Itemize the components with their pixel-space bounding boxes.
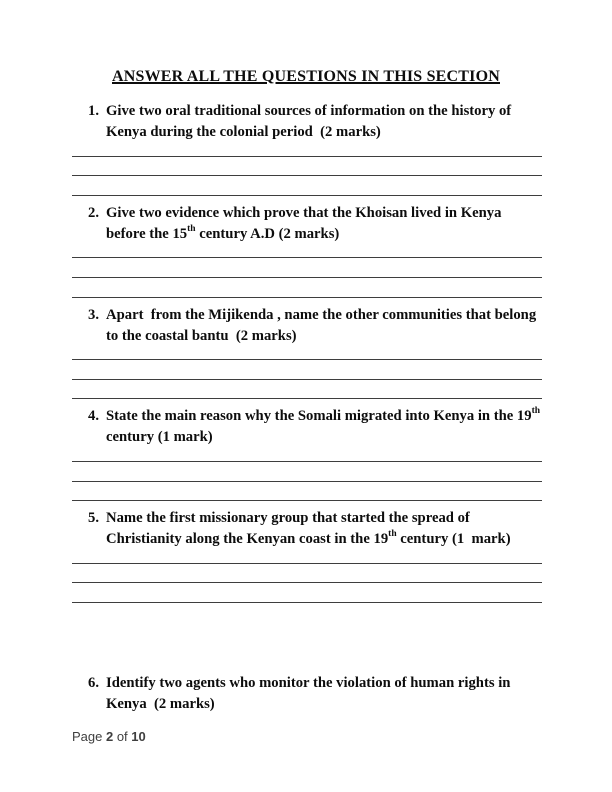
- answer-line: [72, 278, 542, 298]
- answer-line: [72, 564, 542, 584]
- answer-line: [72, 176, 542, 196]
- answer-line: [72, 245, 542, 259]
- question-item: [72, 673, 542, 715]
- question-row: [72, 406, 542, 448]
- question-item: [72, 203, 542, 298]
- question-text-segment: century (1 mark): [396, 531, 511, 548]
- superscript-ordinal: th: [187, 223, 196, 234]
- question-number: 2.: [88, 204, 99, 221]
- question-text: [106, 406, 542, 448]
- answer-line: [72, 143, 542, 157]
- question-number: 3.: [88, 306, 99, 323]
- answer-lines-group: [72, 143, 542, 196]
- footer-total-pages: 10: [131, 729, 146, 744]
- question-row: [72, 508, 542, 550]
- question-text-segment: Give two evidence which prove that the Khoisan lived in Kenya before the 15: [106, 204, 506, 242]
- question-text: [106, 305, 542, 347]
- section-title: ANSWER ALL THE QUESTIONS IN THIS SECTION: [112, 68, 500, 85]
- footer-separator: of: [113, 729, 132, 744]
- question-list: [72, 101, 542, 715]
- question-text-segment: State the main reason why the Somali migrated into Kenya in the 19: [106, 408, 532, 425]
- question-number: 6.: [88, 674, 99, 691]
- answer-lines-group: [72, 448, 542, 501]
- answer-line: [72, 258, 542, 278]
- footer-page-number: 2: [105, 729, 114, 744]
- footer-page-prefix: Page: [72, 729, 106, 744]
- question-text-segment: Apart from the Mijikenda , name the other communities that belong to the coastal bantu (2 marks): [106, 306, 540, 344]
- question-text: [106, 673, 542, 715]
- answer-line: [72, 380, 542, 400]
- answer-line: [72, 550, 542, 564]
- answer-line: [72, 448, 542, 462]
- question-text-segment: Name the first missionary group that started the spread of Christianity along the Kenyan coast in the 19: [106, 510, 474, 548]
- question-text-segment: Give two oral traditional sources of information on the history of Kenya during the colonial period (2 marks): [106, 103, 515, 140]
- question-text-segment: century A.D (2 marks): [195, 225, 340, 242]
- question-number: 4.: [88, 408, 99, 425]
- question-item: [72, 305, 542, 400]
- question-text: [106, 508, 542, 550]
- answer-lines-group: [72, 347, 542, 400]
- question-item: [72, 101, 542, 196]
- question-number: 1.: [88, 103, 99, 119]
- answer-line: [72, 583, 542, 603]
- question-item: [72, 406, 542, 501]
- question-text: [106, 101, 542, 143]
- answer-line: [72, 482, 542, 502]
- question-text: [106, 203, 542, 245]
- question-row: [72, 305, 542, 347]
- answer-line: [72, 462, 542, 482]
- question-row: [72, 101, 542, 143]
- answer-line: [72, 360, 542, 380]
- answer-lines-group: [72, 245, 542, 298]
- question-item: [72, 508, 542, 603]
- question-number: 5.: [88, 510, 99, 527]
- superscript-ordinal: th: [531, 406, 541, 417]
- question-text-segment: century (1 mark): [106, 408, 544, 446]
- superscript-ordinal: th: [388, 529, 397, 540]
- question-row: [72, 203, 542, 245]
- answer-line: [72, 157, 542, 177]
- answer-line: [72, 347, 542, 361]
- answer-lines-group: [72, 550, 542, 603]
- page-footer: [72, 729, 146, 745]
- question-row: [72, 673, 542, 715]
- question-text-segment: Identify two agents who monitor the violation of human rights in Kenya (2 marks): [106, 674, 515, 712]
